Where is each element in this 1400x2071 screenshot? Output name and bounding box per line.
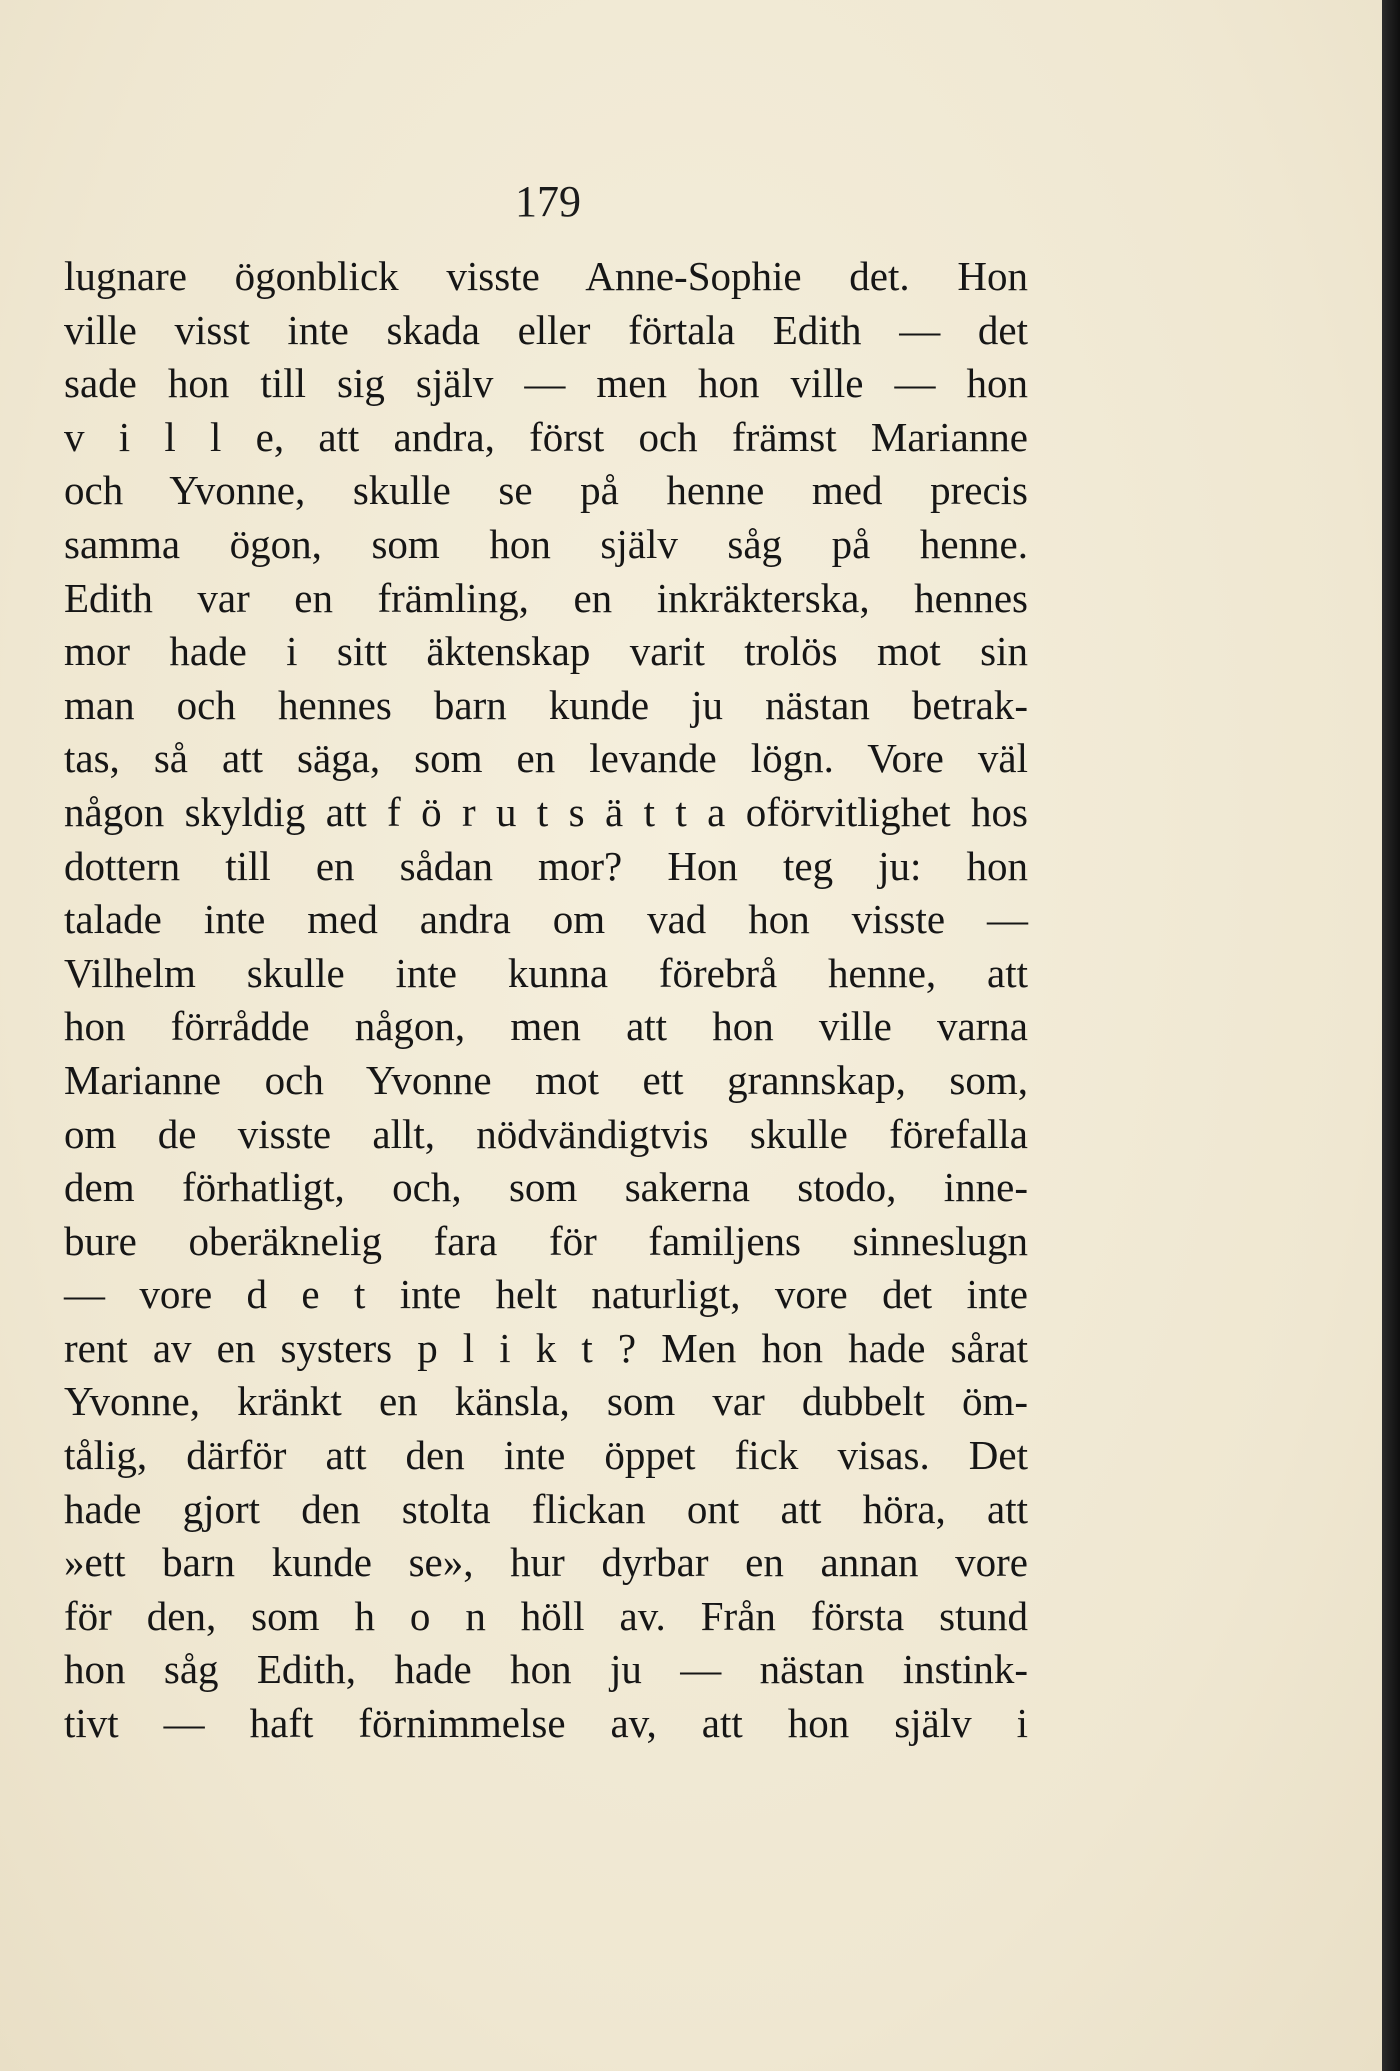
text-line: sade hon till sig själv — men hon ville — hon — [64, 360, 1028, 407]
text-line: Vilhelm skulle inte kunna förebrå henne, att — [64, 949, 1028, 996]
text-line: Marianne och Yvonne mot ett grannskap, som, — [64, 1056, 1028, 1103]
text-line: »ett barn kunde se», hur dyrbar en annan vore — [64, 1539, 1028, 1586]
text-line: Edith var en främling, en inkräkterska, hennes — [64, 574, 1028, 621]
text-line: bure oberäknelig fara för familjens sinneslugn — [64, 1217, 1028, 1264]
text-line: hade gjort den stolta flickan ont att höra, att — [64, 1485, 1028, 1532]
text-line: tålig, därför att den inte öppet fick visas. Det — [64, 1432, 1028, 1479]
text-line: mor hade i sitt äktenskap varit trolös mot sin — [64, 628, 1028, 675]
text-line: någon skyldig att f ö r u t s ä t t a oförvitlighet hos — [64, 788, 1028, 835]
text-line: samma ögon, som hon själv såg på henne. — [64, 520, 1028, 567]
text-line: v i l l e, att andra, först och främst Marianne — [64, 413, 1028, 460]
text-line: man och hennes barn kunde ju nästan betrak- — [64, 681, 1028, 728]
text-line: dem förhatligt, och, som sakerna stodo, inne- — [64, 1164, 1028, 1211]
text-line: och Yvonne, skulle se på henne med precis — [64, 467, 1028, 514]
text-line: talade inte med andra om vad hon visste — — [64, 896, 1028, 943]
text-line: tas, så att säga, som en levande lögn. Vore väl — [64, 735, 1028, 782]
text-line: hon såg Edith, hade hon ju — nästan instink- — [64, 1646, 1028, 1693]
text-line: — vore d e t inte helt naturligt, vore det inte — [64, 1271, 1028, 1318]
text-line: lugnare ögonblick visste Anne-Sophie det. Hon — [64, 253, 1028, 299]
text-line: hon förrådde någon, men att hon ville varna — [64, 1003, 1028, 1050]
text-line: Yvonne, kränkt en känsla, som var dubbelt öm- — [64, 1378, 1028, 1425]
text-line: ville visst inte skada eller förtala Edith — det — [64, 306, 1028, 353]
text-line: för den, som h o n höll av. Från första stund — [64, 1592, 1028, 1639]
body-text — [64, 250, 1028, 1751]
text-line: rent av en systers p l i k t ? Men hon hade sårat — [64, 1324, 1028, 1371]
page-edge-shadow — [1382, 0, 1400, 2071]
page-number: 179 — [515, 177, 581, 226]
text-line: om de visste allt, nödvändigtvis skulle förefalla — [64, 1110, 1028, 1157]
text-line: dottern till en sådan mor? Hon teg ju: hon — [64, 842, 1028, 889]
text-line: tivt — haft förnimmelse av, att hon själv i — [64, 1700, 1028, 1747]
